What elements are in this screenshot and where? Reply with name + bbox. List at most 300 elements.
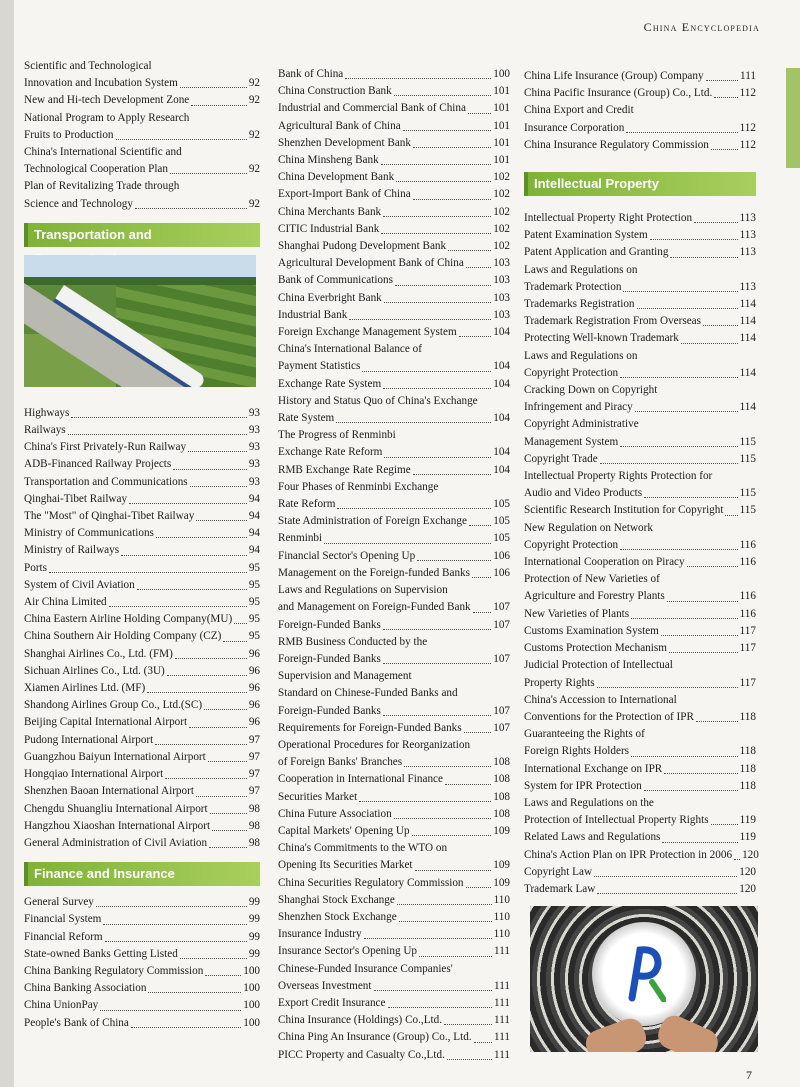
toc-entry xyxy=(278,617,510,634)
toc-entry xyxy=(278,152,510,169)
dot-leader xyxy=(445,784,491,785)
toc-entry xyxy=(24,963,260,980)
toc-page-number: 104 xyxy=(493,446,510,459)
dot-leader xyxy=(196,796,247,797)
toc-entry-title: Sichuan Airlines Co., Ltd. (3U) xyxy=(24,664,165,677)
dot-leader xyxy=(116,139,247,140)
toc-entry-title: Copyright Protection xyxy=(524,366,619,379)
toc-page-number: 120 xyxy=(739,882,756,895)
dot-leader xyxy=(121,555,247,556)
toc-page-number: 92 xyxy=(248,163,260,176)
toc-entry-title: China Merchants Bank xyxy=(278,205,382,218)
toc-list-banking xyxy=(278,66,510,1064)
toc-entry xyxy=(278,995,510,1012)
toc-page-number: 113 xyxy=(739,280,756,293)
dot-leader xyxy=(412,835,492,836)
toc-entry-title: Intellectual Property Right Protection xyxy=(524,212,693,225)
toc-entry xyxy=(278,83,510,100)
toc-entry xyxy=(278,238,510,255)
toc-entry xyxy=(24,1015,260,1032)
toc-entry xyxy=(278,823,510,840)
dot-leader xyxy=(208,761,247,762)
dot-leader xyxy=(664,773,737,774)
toc-entry-line: Laws and Regulations on the xyxy=(524,796,654,809)
toc-page-number: 118 xyxy=(739,710,756,723)
toc-entry xyxy=(278,444,510,461)
dot-leader xyxy=(714,97,737,98)
toc-entry xyxy=(278,186,510,203)
toc-page-number: 93 xyxy=(248,424,260,437)
dot-leader xyxy=(466,887,492,888)
toc-entry-title: RMB Exchange Rate Regime xyxy=(278,463,411,476)
toc-entry-title: Industrial and Commercial Bank of China xyxy=(278,102,466,115)
dot-leader xyxy=(148,992,241,993)
dot-leader xyxy=(397,904,492,905)
toc-list-intellectual-property xyxy=(524,210,759,898)
toc-entry xyxy=(278,806,510,823)
toc-page-number: 100 xyxy=(243,999,260,1012)
toc-entry xyxy=(24,508,260,525)
dot-leader xyxy=(189,727,247,728)
dot-leader xyxy=(345,78,491,79)
toc-entry-title: Transportation and Communications xyxy=(24,475,188,488)
toc-page-number: 118 xyxy=(739,745,756,758)
dot-leader xyxy=(180,958,247,959)
toc-list-finance xyxy=(24,894,260,1032)
toc-entry-title: Financial System xyxy=(24,913,102,926)
toc-entry-title: Management on the Foreign-funded Banks xyxy=(278,566,471,579)
toc-page-number: 97 xyxy=(248,733,260,746)
toc-page-number: 104 xyxy=(493,360,510,373)
dot-leader xyxy=(210,813,247,814)
toc-entry xyxy=(278,1012,510,1029)
dot-leader xyxy=(413,199,492,200)
toc-entry-title: Beijing Capital International Airport xyxy=(24,716,188,729)
toc-entry-line: New Regulation on Network xyxy=(524,521,653,534)
toc-page-number: 114 xyxy=(739,366,756,379)
toc-entry xyxy=(24,542,260,559)
toc-entry-line: Cracking Down on Copyright xyxy=(524,384,658,397)
toc-entry-title: China Construction Bank xyxy=(278,85,392,98)
dot-leader xyxy=(374,990,493,991)
toc-entry-title: Xiamen Airlines Ltd. (MF) xyxy=(24,682,146,695)
toc-entry xyxy=(524,640,756,657)
toc-entry-title: New Varieties of Plants xyxy=(524,607,630,620)
dot-leader xyxy=(696,721,738,722)
toc-entry xyxy=(24,577,260,594)
toc-entry-title: of Foreign Banks' Branches xyxy=(278,756,403,769)
toc-entry xyxy=(278,943,510,960)
dot-leader xyxy=(468,113,491,114)
dot-leader xyxy=(336,422,491,423)
dot-leader xyxy=(667,601,738,602)
toc-entry-line: Guaranteeing the Rights of xyxy=(524,728,645,741)
toc-entry xyxy=(24,714,260,731)
toc-entry-title: Insurance Corporation xyxy=(524,121,625,134)
toc-entry xyxy=(278,565,510,582)
toc-page-number: 104 xyxy=(493,463,510,476)
toc-entry xyxy=(24,491,260,508)
toc-entry-title: Exchange Rate Reform xyxy=(278,446,383,459)
dot-leader xyxy=(464,732,492,733)
toc-entry-line: RMB Business Conducted by the xyxy=(278,635,428,648)
dot-leader xyxy=(100,1010,241,1011)
dot-leader xyxy=(383,663,491,664)
toc-page-number: 96 xyxy=(248,682,260,695)
dot-leader xyxy=(359,801,491,802)
toc-page-number: 99 xyxy=(248,947,260,960)
dot-leader xyxy=(635,411,738,412)
toc-entry-title: Rate System xyxy=(278,412,335,425)
toc-entry-line: Intellectual Property Rights Protection for xyxy=(524,470,713,483)
toc-entry xyxy=(278,410,510,427)
toc-page-number: 116 xyxy=(739,590,756,603)
toc-entry xyxy=(278,651,510,668)
toc-entry xyxy=(524,210,756,227)
toc-page-number: 99 xyxy=(248,913,260,926)
toc-entry xyxy=(278,857,510,874)
dot-leader xyxy=(396,181,491,182)
toc-entry xyxy=(278,307,510,324)
dot-leader xyxy=(381,164,492,165)
toc-entry-title: and Management on Foreign-Funded Bank xyxy=(278,601,471,614)
toc-entry xyxy=(278,118,510,135)
toc-entry-title: Foreign-Funded Banks xyxy=(278,618,381,631)
dot-leader xyxy=(349,319,491,320)
toc-page-number: 111 xyxy=(494,979,510,992)
toc-entry xyxy=(24,439,260,456)
book-page xyxy=(14,0,800,1087)
toc-entry xyxy=(278,324,510,341)
toc-page-number: 95 xyxy=(248,596,260,609)
toc-entry-title: China Future Association xyxy=(278,807,392,820)
toc-page-number: 108 xyxy=(493,756,510,769)
toc-entry xyxy=(278,530,510,547)
dot-leader xyxy=(473,612,492,613)
dot-leader xyxy=(623,291,737,292)
toc-entry xyxy=(524,847,759,864)
toc-entry-title: Shenzhen Development Bank xyxy=(278,136,411,149)
toc-entry xyxy=(24,196,260,213)
toc-entry xyxy=(278,169,510,186)
toc-entry-title: Guangzhou Baiyun International Airport xyxy=(24,750,206,763)
toc-page-number: 109 xyxy=(493,859,510,872)
toc-entry xyxy=(524,68,756,85)
toc-entry-title: Property Rights xyxy=(524,676,595,689)
toc-page-number: 110 xyxy=(493,910,510,923)
toc-page-number: 116 xyxy=(739,556,756,569)
toc-entry-title: Capital Markets' Opening Up xyxy=(278,824,410,837)
toc-entry-title: China's Action Plan on IPR Protection in 2006 xyxy=(524,848,733,861)
dot-leader xyxy=(448,250,491,251)
toc-column-2 xyxy=(278,66,510,1064)
toc-page-number: 112 xyxy=(739,138,756,151)
dot-leader xyxy=(703,325,738,326)
toc-entry-title: Foreign-Funded Banks xyxy=(278,704,381,717)
dot-leader xyxy=(165,778,247,779)
toc-page-number: 98 xyxy=(248,836,260,849)
toc-entry xyxy=(524,606,756,623)
toc-page-number: 94 xyxy=(248,492,260,505)
toc-entry xyxy=(24,749,260,766)
toc-entry-title: China Everbright Bank xyxy=(278,291,382,304)
toc-entry xyxy=(278,462,510,479)
toc-entry-title: Copyright Law xyxy=(524,865,593,878)
toc-entry xyxy=(278,358,510,375)
toc-entry-line: Scientific and Technological xyxy=(24,60,152,72)
toc-entry xyxy=(278,548,510,565)
toc-entry xyxy=(524,330,756,347)
toc-entry xyxy=(24,680,260,697)
toc-entry-title: China Development Bank xyxy=(278,171,395,184)
toc-entry xyxy=(24,997,260,1014)
toc-entry-title: Insurance Sector's Opening Up xyxy=(278,945,418,958)
toc-entry-line: Laws and Regulations on Supervision xyxy=(278,584,448,597)
toc-entry-title: CITIC Industrial Bank xyxy=(278,222,380,235)
toc-entry-title: Protecting Well-known Trademark xyxy=(524,332,679,345)
toc-entry-title: Ports xyxy=(24,561,48,574)
toc-page-number: 118 xyxy=(739,779,756,792)
toc-page-number: 119 xyxy=(739,814,756,827)
toc-entry xyxy=(278,135,510,152)
toc-entry-title: Trademark Registration From Overseas xyxy=(524,315,702,328)
toc-entry-title: Scientific Research Institution for Copyright xyxy=(524,504,724,517)
toc-entry xyxy=(524,829,756,846)
toc-page-number: 106 xyxy=(493,549,510,562)
toc-entry xyxy=(24,628,260,645)
toc-entry xyxy=(278,926,510,943)
toc-entry-title: Conventions for the Protection of IPR xyxy=(524,710,694,723)
ip-logo-icon xyxy=(622,942,666,1002)
toc-entry-title: Foreign Exchange Management System xyxy=(278,326,457,339)
toc-page-number: 96 xyxy=(248,716,260,729)
toc-entry-line: China's Accession to International xyxy=(524,693,677,706)
toc-entry-title: China Ping An Insurance (Group) Co., Ltd. xyxy=(278,1031,472,1044)
toc-entry xyxy=(278,204,510,221)
toc-entry xyxy=(24,594,260,611)
dot-leader xyxy=(205,975,241,976)
dot-leader xyxy=(637,308,738,309)
toc-page-number: 104 xyxy=(493,412,510,425)
dot-leader xyxy=(234,623,247,624)
toc-entry xyxy=(524,296,756,313)
toc-entry-title: Copyright Protection xyxy=(524,538,619,551)
dot-leader xyxy=(600,463,738,464)
toc-entry xyxy=(24,474,260,491)
toc-entry xyxy=(524,399,756,416)
toc-entry-line: China's International Scientific and xyxy=(24,146,182,159)
dot-leader xyxy=(190,486,247,487)
toc-entry xyxy=(524,881,756,898)
dot-leader xyxy=(167,675,247,676)
dot-leader xyxy=(734,859,740,860)
toc-entry-title: Exchange Rate System xyxy=(278,377,382,390)
dot-leader xyxy=(71,417,246,418)
toc-page-number: 105 xyxy=(493,498,510,511)
toc-page-number: 107 xyxy=(493,652,510,665)
dot-leader xyxy=(209,847,247,848)
toc-entry xyxy=(278,66,510,83)
toc-entry-title: Foreign Rights Holders xyxy=(524,745,630,758)
toc-entry xyxy=(24,663,260,680)
toc-page-number: 98 xyxy=(248,819,260,832)
toc-entry xyxy=(524,502,756,519)
dot-leader xyxy=(725,515,737,516)
toc-page-number: 98 xyxy=(248,802,260,815)
toc-entry-title: Pudong International Airport xyxy=(24,733,154,746)
toc-page-number: 101 xyxy=(493,119,510,132)
toc-page-number: 111 xyxy=(494,1048,510,1061)
toc-page-number: 103 xyxy=(493,257,510,270)
toc-entry xyxy=(24,929,260,946)
toc-entry-title: Opening Its Securities Market xyxy=(278,859,413,872)
toc-page-number: 92 xyxy=(248,128,260,141)
dot-leader xyxy=(383,629,491,630)
toc-entry-title: Bank of China xyxy=(278,68,344,80)
toc-page-number: 94 xyxy=(248,527,260,540)
toc-entry xyxy=(524,778,756,795)
toc-entry xyxy=(524,761,756,778)
toc-entry xyxy=(278,100,510,117)
dot-leader xyxy=(394,95,491,96)
toc-page-number: 110 xyxy=(493,928,510,941)
dot-leader xyxy=(459,336,492,337)
dot-leader xyxy=(444,1024,492,1025)
toc-entry xyxy=(524,743,756,760)
toc-entry xyxy=(524,313,756,330)
toc-entry-title: International Cooperation on Piracy xyxy=(524,556,685,569)
toc-entry xyxy=(24,405,260,422)
toc-entry-title: Agricultural Bank of China xyxy=(278,119,401,132)
toc-entry xyxy=(24,456,260,473)
toc-column-1 xyxy=(24,58,260,1032)
toc-entry xyxy=(278,978,510,995)
toc-entry xyxy=(524,451,756,468)
toc-entry xyxy=(278,892,510,909)
toc-entry xyxy=(524,812,756,829)
dot-leader xyxy=(135,208,247,209)
toc-page-number: 100 xyxy=(243,982,260,995)
toc-entry xyxy=(524,485,756,502)
dot-leader xyxy=(711,149,738,150)
dot-leader xyxy=(96,906,247,907)
toc-list-insurance xyxy=(524,68,756,154)
dot-leader xyxy=(670,257,737,258)
toc-page-number: 92 xyxy=(248,197,260,210)
toc-entry-title: Shenzhen Stock Exchange xyxy=(278,910,397,923)
toc-entry-title: Qinghai-Tibet Railway xyxy=(24,492,128,505)
toc-entry xyxy=(24,911,260,928)
toc-page-number: 107 xyxy=(493,721,510,734)
dot-leader xyxy=(383,715,491,716)
toc-column-3 xyxy=(524,68,759,898)
section-heading-intellectual-property: Intellectual Property xyxy=(524,172,756,196)
toc-entry xyxy=(24,560,260,577)
dot-leader xyxy=(631,618,738,619)
toc-page-number: 100 xyxy=(243,964,260,977)
dot-leader xyxy=(626,132,737,133)
toc-entry xyxy=(24,980,260,997)
dot-leader xyxy=(49,572,247,573)
toc-entry-title: Securities Market xyxy=(278,790,358,803)
dot-leader xyxy=(413,147,491,148)
dot-leader xyxy=(474,1042,492,1043)
toc-page-number: 103 xyxy=(493,308,510,321)
toc-page-number: 111 xyxy=(494,945,510,958)
toc-entry-title: Export-Import Bank of China xyxy=(278,188,411,201)
toc-entry-line: Operational Procedures for Reorganization xyxy=(278,738,471,751)
high-speed-train-photo xyxy=(24,255,256,387)
toc-page-number: 114 xyxy=(739,315,756,328)
dot-leader xyxy=(384,457,491,458)
toc-entry xyxy=(524,588,756,605)
toc-entry xyxy=(524,864,756,881)
toc-page-number: 111 xyxy=(494,996,510,1009)
toc-entry-title: Customs Examination System xyxy=(524,624,659,637)
toc-entry-title: General Administration of Civil Aviation xyxy=(24,836,208,849)
toc-page-number: 115 xyxy=(739,452,756,465)
dot-leader xyxy=(103,924,246,925)
toc-entry-title: General Survey xyxy=(24,896,94,909)
toc-page-number: 92 xyxy=(248,77,260,90)
dot-leader xyxy=(681,343,738,344)
toc-entry xyxy=(524,120,756,137)
toc-entry-title: Requirements for Foreign-Funded Banks xyxy=(278,721,462,734)
toc-entry-title: Protection of Intellectual Property Rights xyxy=(524,814,709,827)
toc-page-number: 99 xyxy=(248,930,260,943)
dot-leader xyxy=(137,589,247,590)
toc-entry xyxy=(24,127,260,144)
toc-page-number: 102 xyxy=(493,171,510,184)
dot-leader xyxy=(395,285,491,286)
toc-page-number: 109 xyxy=(493,876,510,889)
dot-leader xyxy=(447,1059,492,1060)
toc-entry-title: Fruits to Production xyxy=(24,128,114,141)
dot-leader xyxy=(196,520,247,521)
toc-entry-title: Patent Examination System xyxy=(524,229,648,242)
dot-leader xyxy=(394,818,491,819)
toc-page-number: 102 xyxy=(493,188,510,201)
toc-entry xyxy=(524,554,756,571)
page-number: 7 xyxy=(746,1068,752,1082)
toc-page-number: 97 xyxy=(248,768,260,781)
toc-list-science xyxy=(24,58,260,213)
toc-page-number: 105 xyxy=(493,515,510,528)
toc-page-number: 96 xyxy=(248,647,260,660)
dot-leader xyxy=(188,451,247,452)
toc-entry-line: Chinese-Funded Insurance Companies' xyxy=(278,962,453,975)
toc-entry-title: Ministry of Railways xyxy=(24,544,120,557)
toc-page-number: 94 xyxy=(248,510,260,523)
toc-entry xyxy=(278,376,510,393)
toc-page-number: 115 xyxy=(739,487,756,500)
toc-page-number: 96 xyxy=(248,699,260,712)
toc-page-number: 108 xyxy=(493,773,510,786)
toc-entry-title: Technological Cooperation Plan xyxy=(24,163,168,176)
toc-entry-title: Financial Sector's Opening Up xyxy=(278,549,416,562)
toc-page-number: 107 xyxy=(493,601,510,614)
dot-leader xyxy=(68,434,247,435)
toc-page-number: 107 xyxy=(493,618,510,631)
toc-entry-title: Industrial Bank xyxy=(278,308,348,321)
toc-entry-title: Air China Limited xyxy=(24,596,107,609)
toc-entry-title: Copyright Trade xyxy=(524,452,598,465)
toc-page-number: 120 xyxy=(742,848,759,861)
toc-page-number: 108 xyxy=(493,790,510,803)
toc-entry xyxy=(278,703,510,720)
toc-entry xyxy=(524,434,756,451)
dot-leader xyxy=(204,709,247,710)
